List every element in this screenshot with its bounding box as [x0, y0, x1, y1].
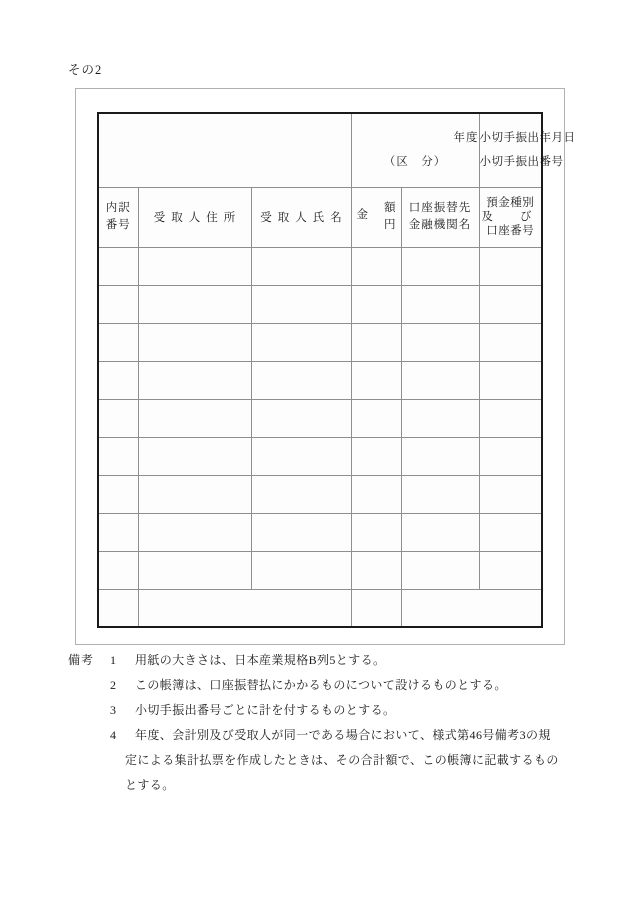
cell-shimei[interactable] [251, 475, 351, 513]
cell-uchiwake-bango[interactable] [98, 361, 138, 399]
column-header-uketorinin-jusho: 受取人住所 [138, 187, 251, 247]
remark-item-4 [68, 723, 578, 798]
cell-furikaesaki[interactable] [401, 589, 479, 627]
cell-kingaku[interactable] [351, 323, 401, 361]
cell-furikaesaki[interactable] [401, 247, 479, 285]
cell-furikaesaki[interactable] [401, 361, 479, 399]
column-header-uketorinin-shimei: 受取人氏名 [251, 187, 351, 247]
cell-shimei[interactable] [251, 589, 351, 627]
cell-kingaku[interactable] [351, 361, 401, 399]
cell-uchiwake-bango[interactable] [98, 399, 138, 437]
table-header-band [98, 113, 542, 187]
table-row [98, 437, 542, 475]
cell-kingaku[interactable] [351, 513, 401, 551]
cell-shimei[interactable] [251, 323, 351, 361]
cell-kingaku[interactable] [351, 475, 401, 513]
cell-jusho[interactable] [138, 513, 251, 551]
cell-kingaku[interactable] [351, 285, 401, 323]
table-row [98, 551, 542, 589]
furikaesaki-line2: 金融機関名 [408, 219, 472, 231]
cell-furikaesaki[interactable] [401, 323, 479, 361]
cell-yokin[interactable] [479, 285, 542, 323]
remark-text: 年度、会計別及び受取人が同一である場合において、様式第46号備考3の規 [135, 728, 551, 742]
table-row [98, 513, 542, 551]
remark-number: 2 [110, 678, 116, 692]
cell-jusho[interactable] [138, 437, 251, 475]
remark-text-cont: とする。 [125, 778, 175, 792]
cell-yokin[interactable] [479, 361, 542, 399]
table-row [98, 361, 542, 399]
uchiwake-line1: 内訳 [105, 201, 131, 214]
cell-shimei[interactable] [251, 399, 351, 437]
remark-number: 3 [110, 703, 116, 717]
remark-item-3 [68, 698, 578, 723]
cell-kingaku[interactable] [351, 247, 401, 285]
header-cheque-cell [479, 113, 576, 187]
cell-uchiwake-bango[interactable] [98, 247, 138, 285]
cell-yokin[interactable] [479, 551, 542, 589]
table-row [98, 247, 542, 285]
remark-item-1 [68, 648, 578, 673]
cell-furikaesaki[interactable] [401, 475, 479, 513]
cell-shimei[interactable] [251, 513, 351, 551]
cell-furikaesaki[interactable] [401, 437, 479, 475]
kingaku-yen: 円 [384, 219, 396, 231]
kingaku-kin: 金 [356, 209, 368, 221]
cell-uchiwake-bango[interactable] [98, 323, 138, 361]
remark-text-cont: 定による集計払票を作成したときは、その合計額で、この帳簿に記載するもの [125, 753, 559, 767]
remark-text: 小切手振出番号ごとに計を付するものとする。 [135, 703, 396, 717]
ledger-table [97, 112, 576, 628]
cell-jusho[interactable] [138, 589, 251, 627]
table-row [98, 475, 542, 513]
cell-furikaesaki[interactable] [401, 513, 479, 551]
remark-item-2 [68, 673, 578, 698]
cell-yokin[interactable] [479, 437, 542, 475]
table-row [98, 285, 542, 323]
cell-uchiwake-bango[interactable] [98, 551, 138, 589]
cell-yokin[interactable] [479, 247, 542, 285]
column-header-koza-furikaesaki [401, 187, 479, 247]
cell-furikaesaki[interactable] [401, 551, 479, 589]
table-row [98, 323, 542, 361]
remarks-section [68, 648, 578, 798]
remark-number: 4 [110, 728, 116, 742]
column-header-yokin-shubetsu [479, 187, 542, 247]
cell-jusho[interactable] [138, 399, 251, 437]
uchiwake-line2: 番号 [105, 219, 131, 231]
cell-jusho[interactable] [138, 323, 251, 361]
cell-jusho[interactable] [138, 551, 251, 589]
cell-furikaesaki[interactable] [401, 285, 479, 323]
cheque-date-label: 小切手振出年月日 [479, 132, 576, 145]
remark-number: 1 [110, 653, 116, 667]
cell-jusho[interactable] [138, 475, 251, 513]
cell-kingaku[interactable] [351, 399, 401, 437]
table-row [98, 399, 542, 437]
cell-shimei[interactable] [251, 437, 351, 475]
cell-jusho[interactable] [138, 285, 251, 323]
cell-yokin[interactable] [479, 399, 542, 437]
furikaesaki-line1: 口座振替先 [408, 201, 472, 214]
column-header-uchiwake-bango [98, 187, 138, 247]
yokin-line1: 預金種別 [486, 196, 535, 209]
page-label: その2 [68, 63, 103, 77]
cell-yokin[interactable] [479, 589, 542, 627]
remarks-label: 備考 [68, 653, 95, 667]
cell-uchiwake-bango[interactable] [98, 513, 138, 551]
remark-text: 用紙の大きさは、日本産業規格B列5とする。 [135, 653, 386, 667]
cell-shimei[interactable] [251, 361, 351, 399]
cell-shimei[interactable] [251, 551, 351, 589]
cell-uchiwake-bango[interactable] [98, 589, 138, 627]
yokin-mid-left: 及 [481, 211, 494, 223]
cell-kingaku[interactable] [351, 437, 401, 475]
cheque-number-label: 小切手振出番号 [479, 156, 564, 169]
cell-yokin[interactable] [479, 323, 542, 361]
yokin-mid-right: び [520, 211, 532, 223]
table-row-last [98, 589, 542, 627]
column-header-kingaku [351, 187, 401, 247]
cell-uchiwake-bango[interactable] [98, 437, 138, 475]
kingaku-gaku: 額 [384, 202, 396, 214]
cell-jusho[interactable] [138, 361, 251, 399]
cell-uchiwake-bango[interactable] [98, 285, 138, 323]
cell-yokin[interactable] [479, 475, 542, 513]
cell-yokin[interactable] [479, 513, 542, 551]
cell-uchiwake-bango[interactable] [98, 475, 138, 513]
table-column-header-row [98, 187, 542, 247]
header-year-kubun-cell [351, 113, 479, 187]
cell-kingaku[interactable] [351, 551, 401, 589]
cell-shimei[interactable] [251, 247, 351, 285]
kubun-label: （区 分） [383, 156, 447, 169]
cell-furikaesaki[interactable] [401, 399, 479, 437]
header-blank-cell [98, 113, 351, 187]
cell-kingaku[interactable] [351, 589, 401, 627]
remark-text: この帳簿は、口座振替払にかかるものについて設けるものとする。 [135, 678, 507, 692]
year-label: 年度 [453, 132, 479, 145]
cell-shimei[interactable] [251, 285, 351, 323]
cell-jusho[interactable] [138, 247, 251, 285]
yokin-line3: 口座番号 [486, 225, 535, 237]
